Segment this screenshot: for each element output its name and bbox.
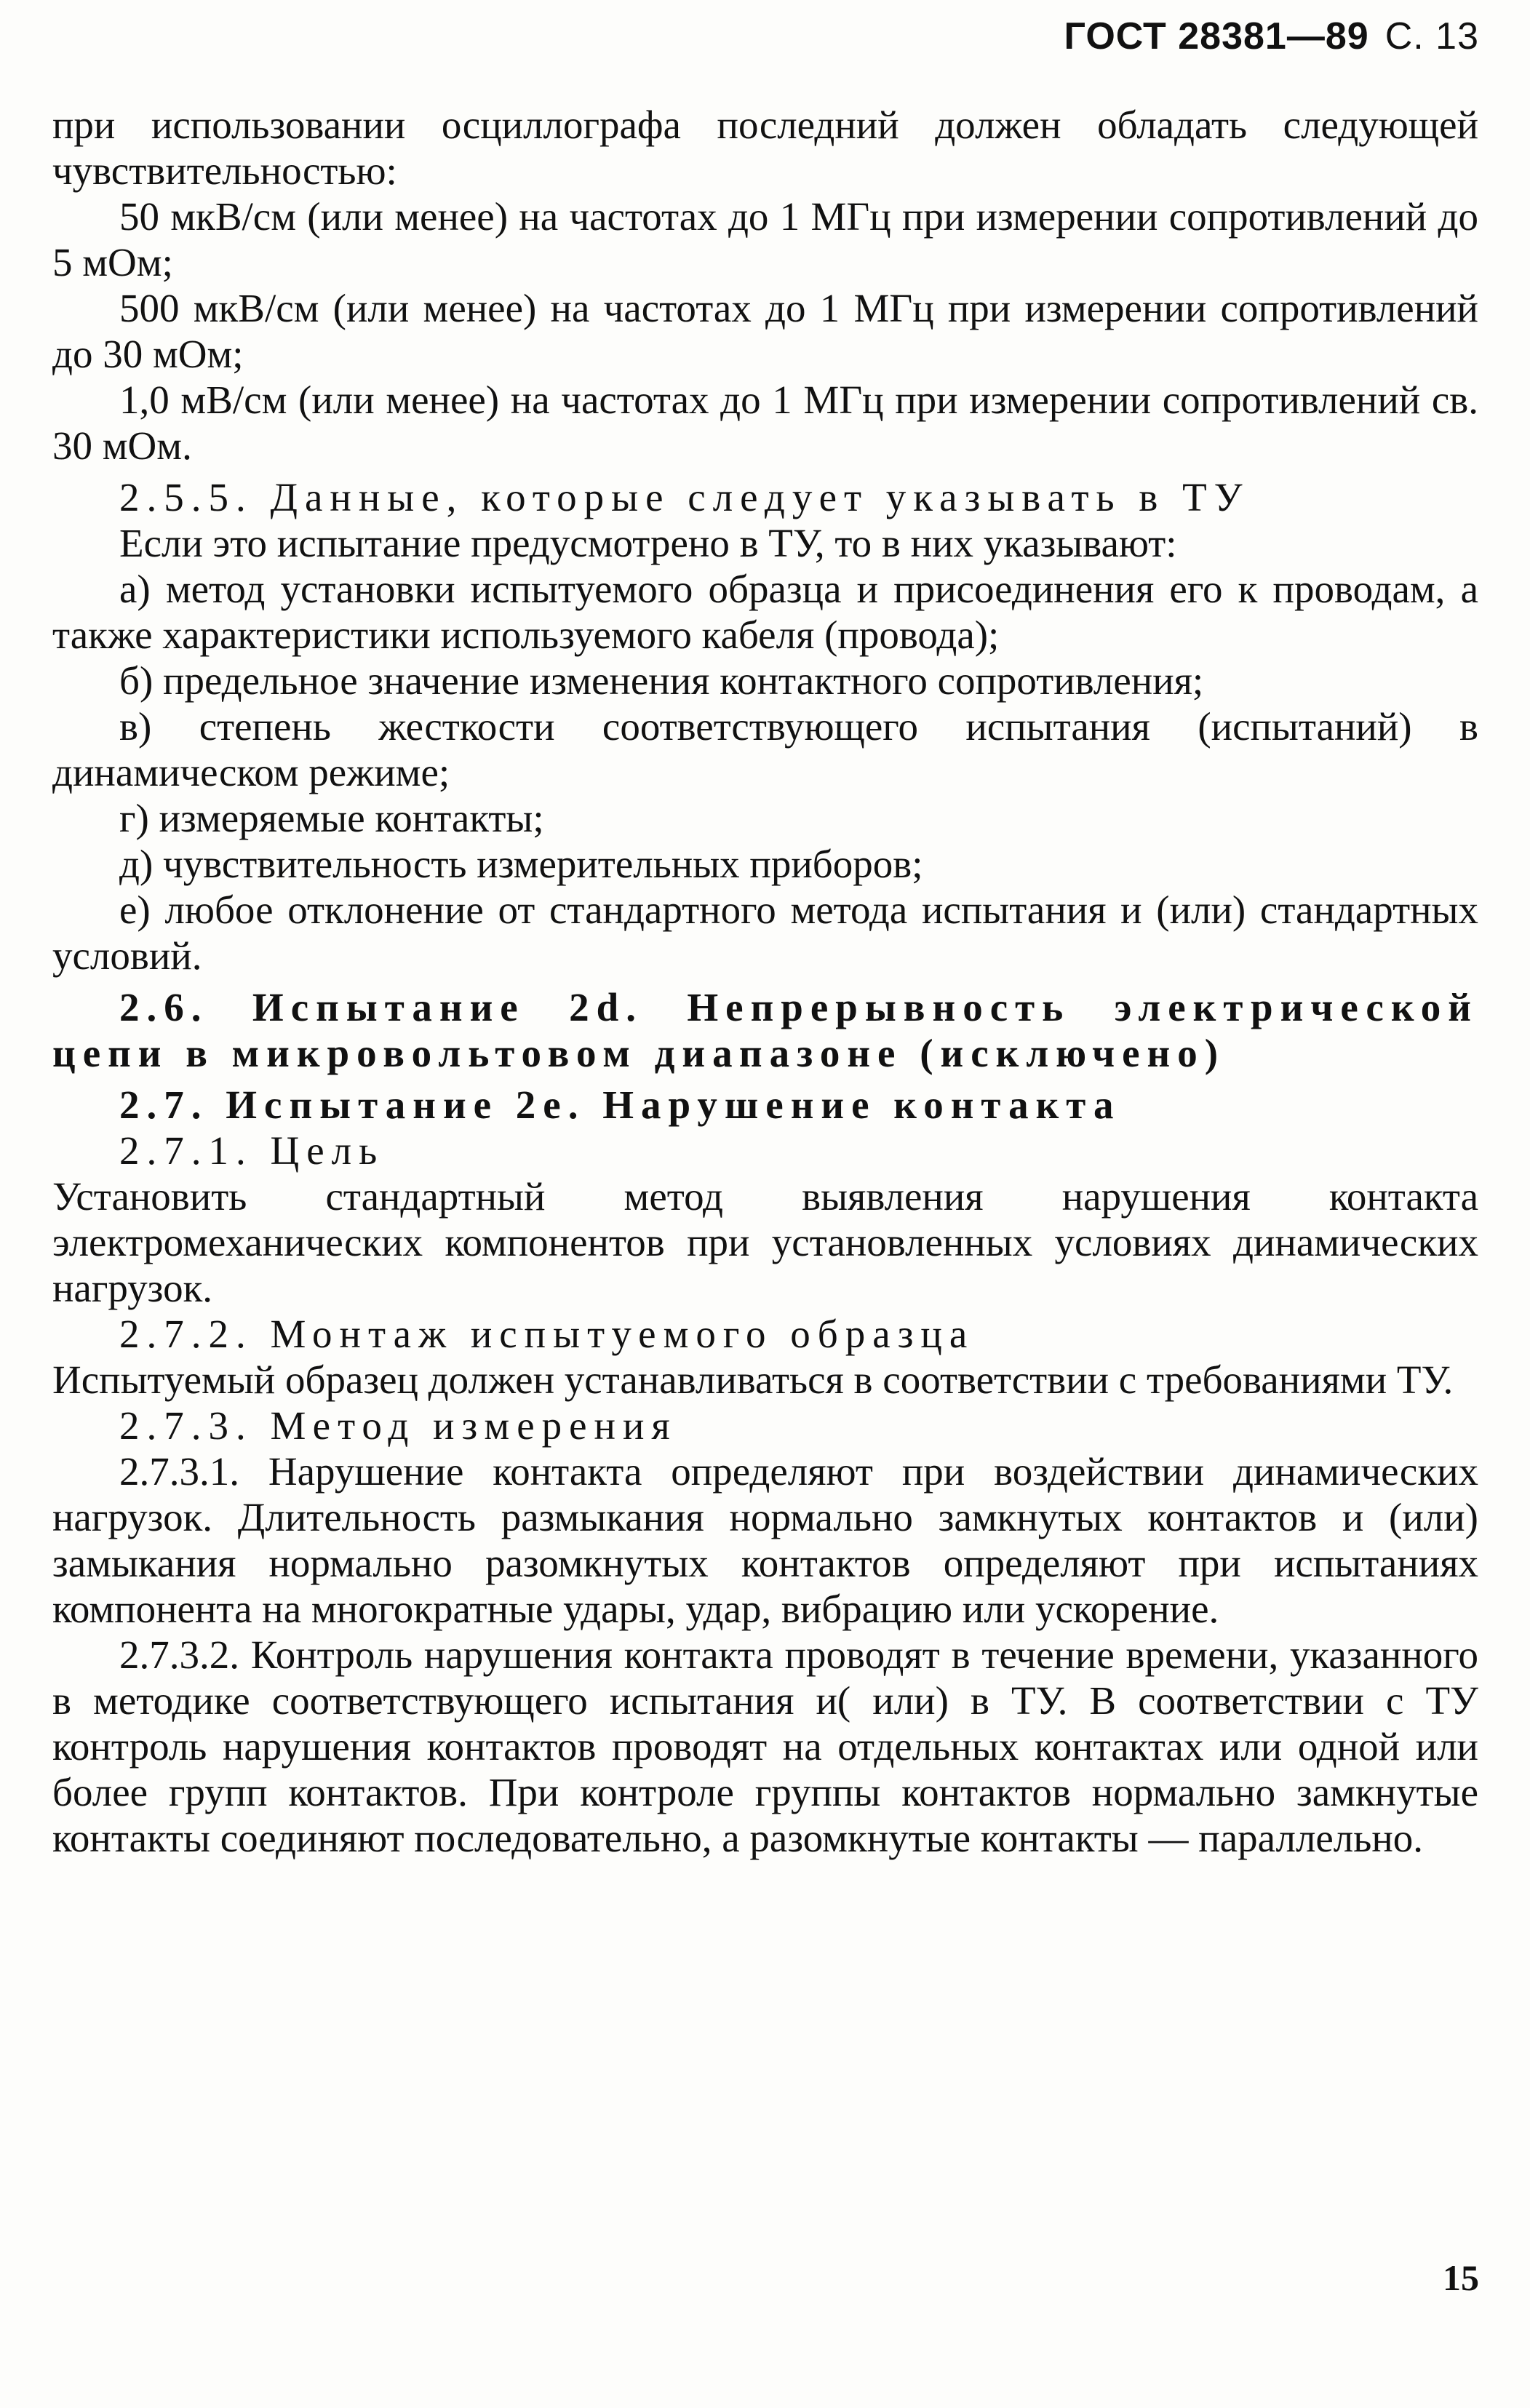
list-item-b: б) предельное значение изменения контактного сопротивления; bbox=[119, 658, 1204, 703]
list-item-d: д) чувствительность измерительных приборов; bbox=[119, 842, 923, 886]
paragraph-2-7-3-1: 2.7.3.1. Нарушение контакта определяют при воздействии динамических нагрузок. Длительность размыкания нормально замкнутых контактов и (или) замыкания нормально разомкнутых контактов определяют при испытаниях компонента на многократные удары, удар, вибрацию или ускорение. bbox=[52, 1449, 1478, 1631]
list-item-g: г) измеряемые контакты; bbox=[119, 796, 544, 840]
heading-2-6: 2.6. Испытание 2d. Непрерывность электрической цепи в микровольтовом диапазоне (исключено) bbox=[52, 985, 1478, 1075]
heading-2-5-5: 2.5.5. Данные, которые следует указывать в ТУ bbox=[119, 475, 1250, 519]
list-item-e: е) любое отклонение от стандартного метода испытания и (или) стандартных условий. bbox=[52, 888, 1478, 978]
paragraph-mounting: Испытуемый образец должен устанавливаться в соответствии с требованиями ТУ. bbox=[52, 1358, 1454, 1402]
heading-2-7-1: 2.7.1. Цель bbox=[119, 1128, 385, 1173]
standard-number: ГОСТ 28381—89 bbox=[1064, 15, 1369, 57]
paragraph-sensitivity-500: 500 мкВ/см (или менее) на частотах до 1 МГц при измерении сопротивлений до 30 мОм; bbox=[52, 286, 1478, 376]
body-text bbox=[52, 102, 1478, 1861]
page-number: 15 bbox=[1443, 2257, 1479, 2298]
paragraph-sensitivity-50: 50 мкВ/см (или менее) на частотах до 1 МГц при измерении сопротивлений до 5 мОм; bbox=[52, 194, 1478, 284]
paragraph-sensitivity-1-0: 1,0 мВ/см (или менее) на частотах до 1 МГц при измерении сопротивлений св. 30 мОм. bbox=[52, 378, 1478, 468]
heading-2-7-3: 2.7.3. Метод измерения bbox=[119, 1403, 677, 1448]
paragraph-2-7-3-2: 2.7.3.2. Контроль нарушения контакта проводят в течение времени, указанного в методике соответствующего испытания и( или) в ТУ. В соответствии с ТУ контроль нарушения контактов проводят на отдельных контактах или одной или более групп контактов. При контроле группы контактов нормально замкнутые контакты соединяют последовательно, а разомкнутые контакты — параллельно. bbox=[52, 1632, 1478, 1860]
list-item-a: а) метод установки испытуемого образца и присоединения его к проводам, а также характеристики используемого кабеля (провода); bbox=[52, 567, 1478, 657]
heading-2-7: 2.7. Испытание 2е. Нарушение контакта bbox=[119, 1083, 1121, 1127]
paragraph-tu-intro: Если это испытание предусмотрено в ТУ, то в них указывают: bbox=[119, 521, 1177, 565]
page-label: С. 13 bbox=[1384, 15, 1479, 57]
paragraph-oscilloscope-intro: при использовании осциллографа последний должен обладать следующей чувствительностью: bbox=[52, 103, 1478, 193]
page-header bbox=[1064, 15, 1479, 58]
heading-2-7-2: 2.7.2. Монтаж испытуемого образца bbox=[119, 1312, 975, 1356]
list-item-v: в) степень жесткости соответствующего испытания (испытаний) в динамическом режиме; bbox=[52, 704, 1478, 794]
paragraph-purpose: Установить стандартный метод выявления нарушения контакта электромеханических компонентов при установленных условиях динамических нагрузок. bbox=[52, 1174, 1478, 1310]
